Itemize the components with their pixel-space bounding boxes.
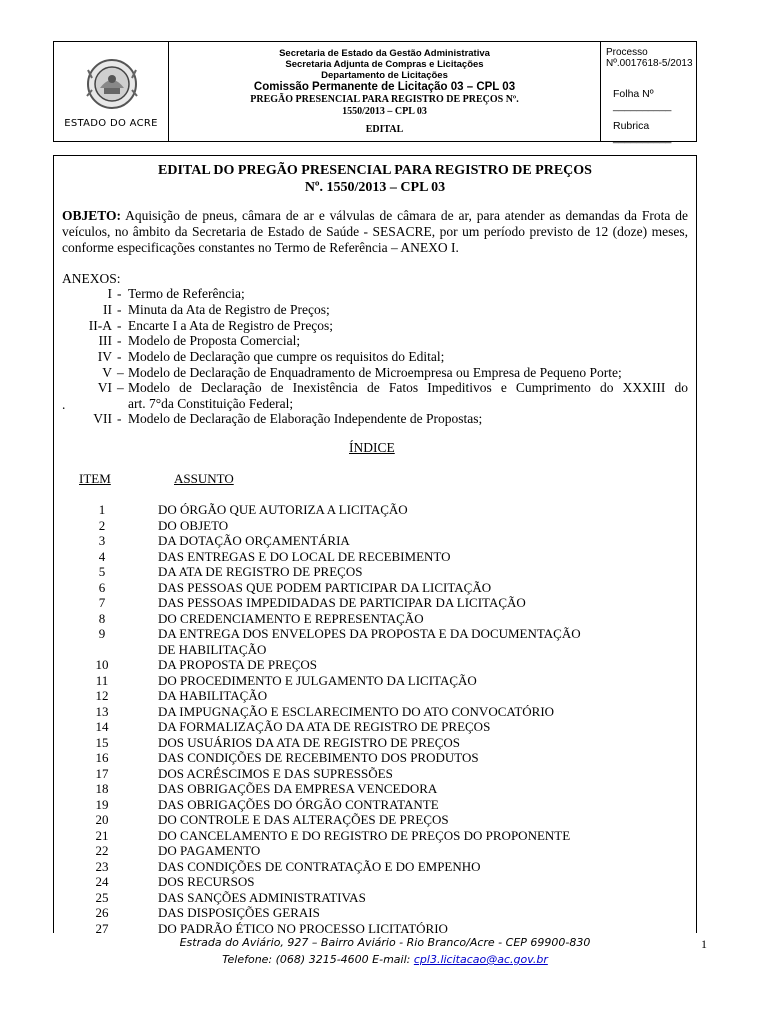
indice-item-number: 26 (95, 905, 109, 920)
document-title-number: Nº. 1550/2013 – CPL 03 (304, 180, 446, 195)
document-header (53, 41, 697, 142)
anexo-number: I (107, 286, 112, 301)
indice-item-number: 19 (95, 796, 109, 812)
anexo-text: Modelo de Declaração que cumpre os requisitos do Edital; (128, 349, 445, 364)
indice-item-number: 23 (95, 858, 109, 874)
anexo-text: Modelo de Declaração de Inexistência de Fatos Impeditivos e Cumprimento do XXXIII do (128, 380, 688, 395)
anexo-text: Modelo de Declaração de Elaboração Independente de Propostas; (128, 411, 483, 426)
indice-item-subject: DOS USUÁRIOS DA ATA DE REGISTRO DE PREÇOS (158, 734, 460, 750)
objeto-paragraph (62, 208, 688, 256)
objeto-text: Aquisição de pneus, câmara de ar e válvulas de câmara de ar, para atender as demandas da Frota de veículos, no âmbito da Secretaria de Estado de Saúde - SESACRE, por um período previsto de 12 (doze) meses, conforme especificações constantes no Termo de Referência – ANEXO I. (62, 208, 688, 255)
indice-item-subject: DA FORMALIZAÇÃO DA ATA DE REGISTRO DE PREÇOS (158, 719, 491, 734)
anexo-number: VII (93, 411, 112, 426)
objeto-label: OBJETO: (62, 208, 122, 223)
header-logo-cell (54, 42, 169, 141)
indice-item-subject: DAS CONDIÇÕES DE RECEBIMENTO DOS PRODUTOS (158, 750, 479, 765)
anexo-text: Minuta da Ata de Registro de Preços; (128, 302, 330, 317)
anexo-separator: – (117, 365, 124, 380)
indice-item-number: 10 (95, 657, 109, 672)
indice-item-number: 9 (98, 626, 106, 641)
indice-item-number: 18 (95, 781, 109, 796)
anexo-separator: - (117, 318, 122, 333)
processo-number: Processo Nº.0017618-5/2013 (606, 47, 693, 69)
anexo-text: Encarte I a Ata de Registro de Preços; (128, 318, 334, 333)
indice-item-number: 24 (95, 874, 109, 889)
indice-item-number: 22 (95, 843, 109, 858)
header-line-pregao-number: 1550/2013 – CPL 03 (342, 106, 427, 117)
footer-phone: Telefone: (068) 3215-4600 E-mail: (222, 953, 414, 966)
indice-item-number: 5 (98, 564, 106, 579)
indice-item-subject: DAS CONDIÇÕES DE CONTRATAÇÃO E DO EMPENHO (158, 858, 481, 874)
state-name: ESTADO DO ACRE (64, 118, 158, 129)
header-institution-cell (169, 42, 601, 141)
indice-item-subject: DA IMPUGNAÇÃO E ESCLARECIMENTO DO ATO CONVOCATÓRIO (158, 703, 555, 719)
indice-item-subject: DO CANCELAMENTO E DO REGISTRO DE PREÇOS DO PROPONENTE (158, 827, 571, 843)
indice-item-subject: DAS DISPOSIÇÕES GERAIS (158, 905, 320, 920)
anexo-number: IV (97, 349, 112, 364)
indice-item-number: 27 (95, 920, 109, 936)
state-seal-icon (86, 58, 138, 110)
indice-item-number: 3 (98, 533, 106, 548)
indice-item-number: 2 (98, 517, 106, 533)
footer-contact (0, 953, 770, 966)
anexo-separator: - (117, 333, 122, 348)
anexo-number: II (103, 302, 112, 317)
anexo-text: Modelo de Proposta Comercial; (128, 333, 301, 348)
footer-address: Estrada do Aviário, 927 – Bairro Aviário - Rio Branco/Acre - CEP 69900-830 (179, 936, 591, 949)
indice-item-subject: DAS OBRIGAÇÕES DA EMPRESA VENCEDORA (158, 781, 438, 796)
indice-item-subject: DAS ENTREGAS E DO LOCAL DE RECEBIMENTO (158, 548, 451, 564)
anexo-text: Modelo de Declaração de Enquadramento de Microempresa ou Empresa de Pequeno Porte; (128, 365, 622, 380)
header-process-cell (601, 42, 696, 144)
stray-dot: . (62, 397, 66, 412)
indice-col-assunto: ASSUNTO (174, 471, 234, 486)
indice-item-subject: DA DOTAÇÃO ORÇAMENTÁRIA (158, 533, 350, 548)
header-line-pregao: PREGÃO PRESENCIAL PARA REGISTRO DE PREÇOS Nº. (250, 94, 519, 105)
indice-item-subject: DO PROCEDIMENTO E JULGAMENTO DA LICITAÇÃO (158, 672, 477, 688)
indice-item-number: 13 (95, 703, 109, 719)
indice-item-number: 15 (95, 734, 109, 750)
anexo-separator: - (117, 349, 122, 364)
indice-item-number: 17 (95, 765, 109, 781)
anexo-separator: – (117, 380, 124, 395)
anexo-number: II-A (88, 318, 112, 333)
page-number: 1 (701, 937, 707, 951)
indice-item-subject: DO PADRÃO ÉTICO NO PROCESSO LICITATÓRIO (158, 920, 448, 936)
footer-email-link[interactable]: cpl3.licitacao@ac.gov.br (413, 953, 548, 966)
indice-title: ÍNDICE (349, 440, 395, 455)
document-title: EDITAL DO PREGÃO PRESENCIAL PARA REGISTRO DE PREÇOS (158, 163, 592, 178)
indice-item-subject: DO CREDENCIAMENTO E REPRESENTAÇÃO (158, 610, 424, 626)
anexo-number: V (102, 365, 112, 380)
anexos-label: ANEXOS: (62, 271, 121, 286)
indice-item-number: 21 (95, 827, 109, 843)
indice-item-number: 7 (98, 595, 106, 610)
indice-item-subject: DAS PESSOAS IMPEDIDADAS DE PARTICIPAR DA LICITAÇÃO (158, 595, 526, 610)
indice-item-number: 6 (98, 579, 106, 595)
indice-item-number: 20 (95, 812, 109, 827)
indice-item-subject: DAS OBRIGAÇÕES DO ÓRGÃO CONTRATANTE (158, 796, 439, 812)
indice-item-subject: DO CONTROLE E DAS ALTERAÇÕES DE PREÇOS (158, 812, 449, 827)
indice-item-number: 8 (98, 610, 106, 626)
indice-item-number: 1 (98, 502, 106, 517)
rubrica-field: Rubrica __________ (613, 120, 672, 144)
folha-field: Folha Nº __________ (613, 88, 672, 112)
anexo-number: VI (97, 380, 112, 395)
indice-item-subject: DE HABILITAÇÃO (158, 641, 267, 657)
indice-item-number: 4 (98, 548, 106, 564)
anexo-text: art. 7°da Constituição Federal; (128, 396, 294, 411)
indice-item-subject: DAS PESSOAS QUE PODEM PARTICIPAR DA LICITAÇÃO (158, 579, 492, 595)
header-line-edital: EDITAL (365, 124, 404, 135)
anexo-separator: - (117, 411, 122, 426)
indice-item-subject: DO PAGAMENTO (158, 843, 261, 858)
header-line-departamento: Departamento de Licitações (321, 70, 448, 81)
indice-item-subject: DA HABILITAÇÃO (158, 688, 268, 703)
indice-item-subject: DO ÓRGÃO QUE AUTORIZA A LICITAÇÃO (158, 502, 408, 517)
indice-item-subject: DA PROPOSTA DE PREÇOS (158, 657, 317, 672)
anexo-separator: - (117, 302, 122, 317)
indice-item-number: 25 (95, 889, 109, 905)
indice-item-number: 11 (95, 672, 109, 688)
indice-item-subject: DOS RECURSOS (158, 874, 255, 889)
indice-item-number: 16 (95, 750, 109, 765)
header-line-secretaria-adjunta: Secretaria Adjunta de Compras e Licitações (285, 59, 484, 70)
indice-item-subject: DO OBJETO (158, 517, 229, 533)
anexo-separator: - (117, 286, 122, 301)
indice-item-number: 12 (95, 688, 109, 703)
indice-item-subject: DOS ACRÉSCIMOS E DAS SUPRESSÕES (158, 765, 393, 781)
anexo-text: Termo de Referência; (128, 286, 245, 301)
indice-item-number: 14 (95, 719, 109, 734)
header-line-secretaria: Secretaria de Estado da Gestão Administrativa (279, 48, 490, 59)
anexo-number: III (98, 333, 112, 348)
indice-col-item: ITEM (79, 471, 111, 486)
indice-item-subject: DA ATA DE REGISTRO DE PREÇOS (158, 564, 363, 579)
header-line-comissao: Comissão Permanente de Licitação 03 – CPL 03 (253, 81, 516, 93)
indice-item-subject: DA ENTREGA DOS ENVELOPES DA PROPOSTA E DA DOCUMENTAÇÃO (158, 626, 581, 641)
indice-item-subject: DAS SANÇÕES ADMINISTRATIVAS (158, 889, 366, 905)
